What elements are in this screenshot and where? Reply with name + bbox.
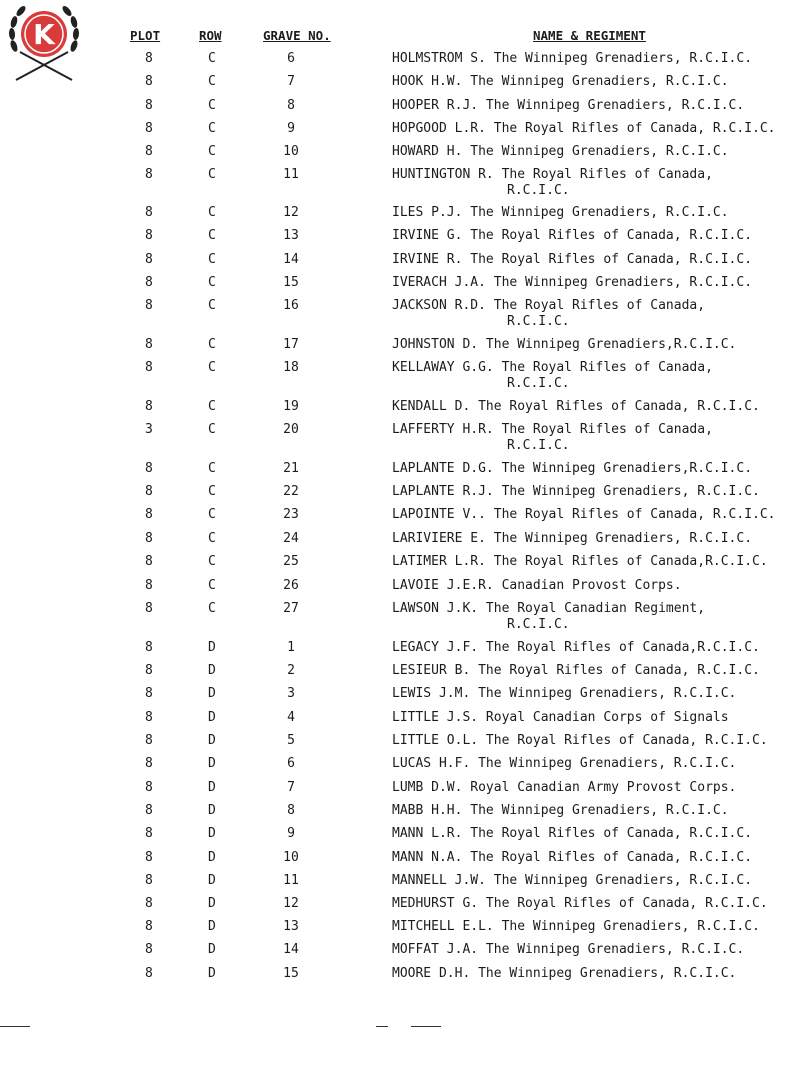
row-cell: C [208,167,216,182]
row-cell: D [208,919,216,934]
plot-cell: 8 [145,121,153,136]
plot-cell: 8 [145,74,153,89]
row-cell: C [208,337,216,352]
plot-cell: 8 [145,966,153,981]
name-regiment-cell: IRVINE G. The Royal Rifles of Canada, R.C.I.C. [392,228,753,243]
row-cell: C [208,275,216,290]
plot-cell: 8 [145,756,153,771]
row-cell: D [208,850,216,865]
plot-cell: 8 [145,578,153,593]
grave-number-cell: 3 [287,686,295,701]
footer-rule-left [0,1026,30,1027]
grave-number-cell: 15 [283,966,299,981]
table-row [0,298,800,338]
name-continuation: R.C.I.C. [507,617,570,632]
plot-cell: 8 [145,167,153,182]
row-cell: C [208,484,216,499]
row-cell: D [208,942,216,957]
row-column-header: ROW [199,28,222,43]
plot-cell: 8 [145,461,153,476]
name-regiment-cell: MITCHELL E.L. The Winnipeg Grenadiers, R.C.I.C. [392,919,760,934]
grave-number-cell: 10 [283,144,299,159]
name-continuation: R.C.I.C. [507,376,570,391]
row-cell: C [208,554,216,569]
name-regiment-cell [392,360,787,392]
plot-cell: 8 [145,803,153,818]
name-regiment-cell: LESIEUR B. The Royal Rifles of Canada, R.C.I.C. [392,663,760,678]
footer-rule-mid [376,1026,388,1027]
grave-number-cell: 14 [283,942,299,957]
name-regiment-cell: LEGACY J.F. The Royal Rifles of Canada,R.C.I.C. [392,640,760,655]
name-regiment-cell: LATIMER L.R. The Royal Rifles of Canada,R.C.I.C. [392,554,768,569]
name-regiment-column-header: NAME & REGIMENT [533,28,646,43]
name-regiment-cell: HOOK H.W. The Winnipeg Grenadiers, R.C.I.C. [392,74,729,89]
name-continuation: R.C.I.C. [507,314,570,329]
row-cell: D [208,873,216,888]
name-regiment-cell: JOHNSTON D. The Winnipeg Grenadiers,R.C.I.C. [392,337,737,352]
plot-cell: 8 [145,298,153,313]
row-cell: D [208,686,216,701]
table-row [0,422,800,462]
grave-number-cell: 27 [283,601,299,616]
name-regiment-cell: HOPGOOD L.R. The Royal Rifles of Canada, R.C.I.C. [392,121,776,136]
name-regiment-cell: HOLMSTROM S. The Winnipeg Grenadiers, R.C.I.C. [392,51,753,66]
plot-cell: 8 [145,228,153,243]
grave-number-cell: 12 [283,896,299,911]
row-cell: C [208,205,216,220]
grave-number-cell: 26 [283,578,299,593]
plot-cell: 8 [145,399,153,414]
plot-cell: 8 [145,275,153,290]
plot-cell: 8 [145,252,153,267]
name-regiment-cell: MEDHURST G. The Royal Rifles of Canada, R.C.I.C. [392,896,768,911]
grave-number-cell: 16 [283,298,299,313]
grave-number-cell: 19 [283,399,299,414]
grave-number-cell: 6 [287,51,295,66]
grave-number-cell: 23 [283,507,299,522]
plot-cell: 8 [145,531,153,546]
plot-cell: 8 [145,873,153,888]
table-row [0,360,800,400]
name-regiment-cell [392,601,787,633]
name-regiment-cell: ILES P.J. The Winnipeg Grenadiers, R.C.I.C. [392,205,729,220]
name-regiment-cell: MANN L.R. The Royal Rifles of Canada, R.C.I.C. [392,826,753,841]
name-text: JACKSON R.D. The Royal Rifles of Canada, [392,298,706,313]
plot-cell: 8 [145,507,153,522]
name-text: KELLAWAY G.G. The Royal Rifles of Canada, [392,360,713,375]
plot-cell: 8 [145,919,153,934]
name-regiment-cell: LAPLANTE D.G. The Winnipeg Grenadiers,R.C.I.C. [392,461,753,476]
plot-cell: 8 [145,896,153,911]
name-regiment-cell [392,422,787,454]
grave-number-cell: 8 [287,803,295,818]
plot-cell: 8 [145,144,153,159]
plot-cell: 8 [145,484,153,499]
grave-number-cell: 10 [283,850,299,865]
grave-number-cell: 22 [283,484,299,499]
row-cell: D [208,640,216,655]
plot-cell: 8 [145,205,153,220]
grave-number-cell: 4 [287,710,295,725]
grave-number-cell: 6 [287,756,295,771]
plot-cell: 8 [145,640,153,655]
grave-number-cell: 17 [283,337,299,352]
row-cell: D [208,896,216,911]
name-regiment-cell: LITTLE J.S. Royal Canadian Corps of Signals [392,710,729,725]
name-regiment-cell: MANN N.A. The Royal Rifles of Canada, R.C.I.C. [392,850,753,865]
row-cell: C [208,144,216,159]
grave-number-cell: 9 [287,826,295,841]
row-cell: C [208,360,216,375]
plot-cell: 8 [145,663,153,678]
row-cell: D [208,803,216,818]
grave-number-cell: 2 [287,663,295,678]
name-regiment-cell: LUMB D.W. Royal Canadian Army Provost Corps. [392,780,737,795]
name-regiment-cell: LAVOIE J.E.R. Canadian Provost Corps. [392,578,682,593]
plot-cell: 8 [145,601,153,616]
name-regiment-cell: LUCAS H.F. The Winnipeg Grenadiers, R.C.I.C. [392,756,737,771]
name-regiment-cell: IRVINE R. The Royal Rifles of Canada, R.C.I.C. [392,252,753,267]
plot-cell: 8 [145,710,153,725]
plot-column-header: PLOT [130,28,161,43]
row-cell: C [208,98,216,113]
grave-number-cell: 15 [283,275,299,290]
row-cell: C [208,531,216,546]
plot-cell: 8 [145,554,153,569]
row-cell: C [208,298,216,313]
plot-cell: 8 [145,850,153,865]
table-row [0,601,800,641]
plot-cell: 8 [145,686,153,701]
row-cell: C [208,601,216,616]
grave-number-cell: 14 [283,252,299,267]
name-regiment-cell: IVERACH J.A. The Winnipeg Grenadiers, R.C.I.C. [392,275,753,290]
row-cell: C [208,228,216,243]
footer-rule-right [411,1026,441,1027]
row-cell: C [208,121,216,136]
name-regiment-cell: LITTLE O.L. The Royal Rifles of Canada, R.C.I.C. [392,733,768,748]
name-continuation: R.C.I.C. [507,183,570,198]
grave-number-cell: 9 [287,121,295,136]
grave-number-column-header: GRAVE NO. [263,28,331,43]
svg-text:K: K [33,18,55,51]
plot-cell: 3 [145,422,153,437]
name-regiment-cell: LAPLANTE R.J. The Winnipeg Grenadiers, R.C.I.C. [392,484,760,499]
grave-number-cell: 13 [283,228,299,243]
row-cell: D [208,710,216,725]
plot-cell: 8 [145,51,153,66]
grave-number-cell: 11 [283,873,299,888]
name-regiment-cell: LEWIS J.M. The Winnipeg Grenadiers, R.C.I.C. [392,686,737,701]
row-cell: C [208,507,216,522]
grave-number-cell: 25 [283,554,299,569]
plot-cell: 8 [145,942,153,957]
grave-number-cell: 8 [287,98,295,113]
name-text: LAFFERTY H.R. The Royal Rifles of Canada, [392,422,713,437]
grave-number-cell: 13 [283,919,299,934]
grave-number-cell: 21 [283,461,299,476]
grave-number-cell: 7 [287,74,295,89]
name-regiment-cell: HOWARD H. The Winnipeg Grenadiers, R.C.I.C. [392,144,729,159]
grave-number-cell: 7 [287,780,295,795]
row-cell: C [208,578,216,593]
row-cell: D [208,756,216,771]
grave-number-cell: 18 [283,360,299,375]
grave-number-cell: 20 [283,422,299,437]
row-cell: C [208,461,216,476]
plot-cell: 8 [145,360,153,375]
row-cell: D [208,663,216,678]
grave-number-cell: 12 [283,205,299,220]
name-regiment-cell: MABB H.H. The Winnipeg Grenadiers, R.C.I.C. [392,803,729,818]
name-continuation: R.C.I.C. [507,438,570,453]
row-cell: D [208,780,216,795]
row-cell: C [208,51,216,66]
table-row [0,167,800,207]
plot-cell: 8 [145,337,153,352]
row-cell: D [208,966,216,981]
row-cell: C [208,252,216,267]
row-cell: C [208,422,216,437]
name-regiment-cell: LARIVIERE E. The Winnipeg Grenadiers, R.C.I.C. [392,531,753,546]
name-regiment-cell [392,167,787,199]
name-regiment-cell: HOOPER R.J. The Winnipeg Grenadiers, R.C.I.C. [392,98,745,113]
plot-cell: 8 [145,780,153,795]
name-text: LAWSON J.K. The Royal Canadian Regiment, [392,601,706,616]
plot-cell: 8 [145,826,153,841]
name-regiment-cell: LAPOINTE V.. The Royal Rifles of Canada, R.C.I.C. [392,507,776,522]
row-cell: D [208,733,216,748]
plot-cell: 8 [145,98,153,113]
name-text: HUNTINGTON R. The Royal Rifles of Canada, [392,167,713,182]
table-row [0,966,800,1006]
name-regiment-cell: MANNELL J.W. The Winnipeg Grenadiers, R.C.I.C. [392,873,753,888]
name-regiment-cell [392,298,787,330]
row-cell: D [208,826,216,841]
grave-number-cell: 1 [287,640,295,655]
grave-number-cell: 11 [283,167,299,182]
name-regiment-cell: KENDALL D. The Royal Rifles of Canada, R.C.I.C. [392,399,760,414]
name-regiment-cell: MOFFAT J.A. The Winnipeg Grenadiers, R.C.I.C. [392,942,745,957]
grave-number-cell: 24 [283,531,299,546]
name-regiment-cell: MOORE D.H. The Winnipeg Grenadiers, R.C.I.C. [392,966,737,981]
row-cell: C [208,399,216,414]
row-cell: C [208,74,216,89]
plot-cell: 8 [145,733,153,748]
grave-number-cell: 5 [287,733,295,748]
